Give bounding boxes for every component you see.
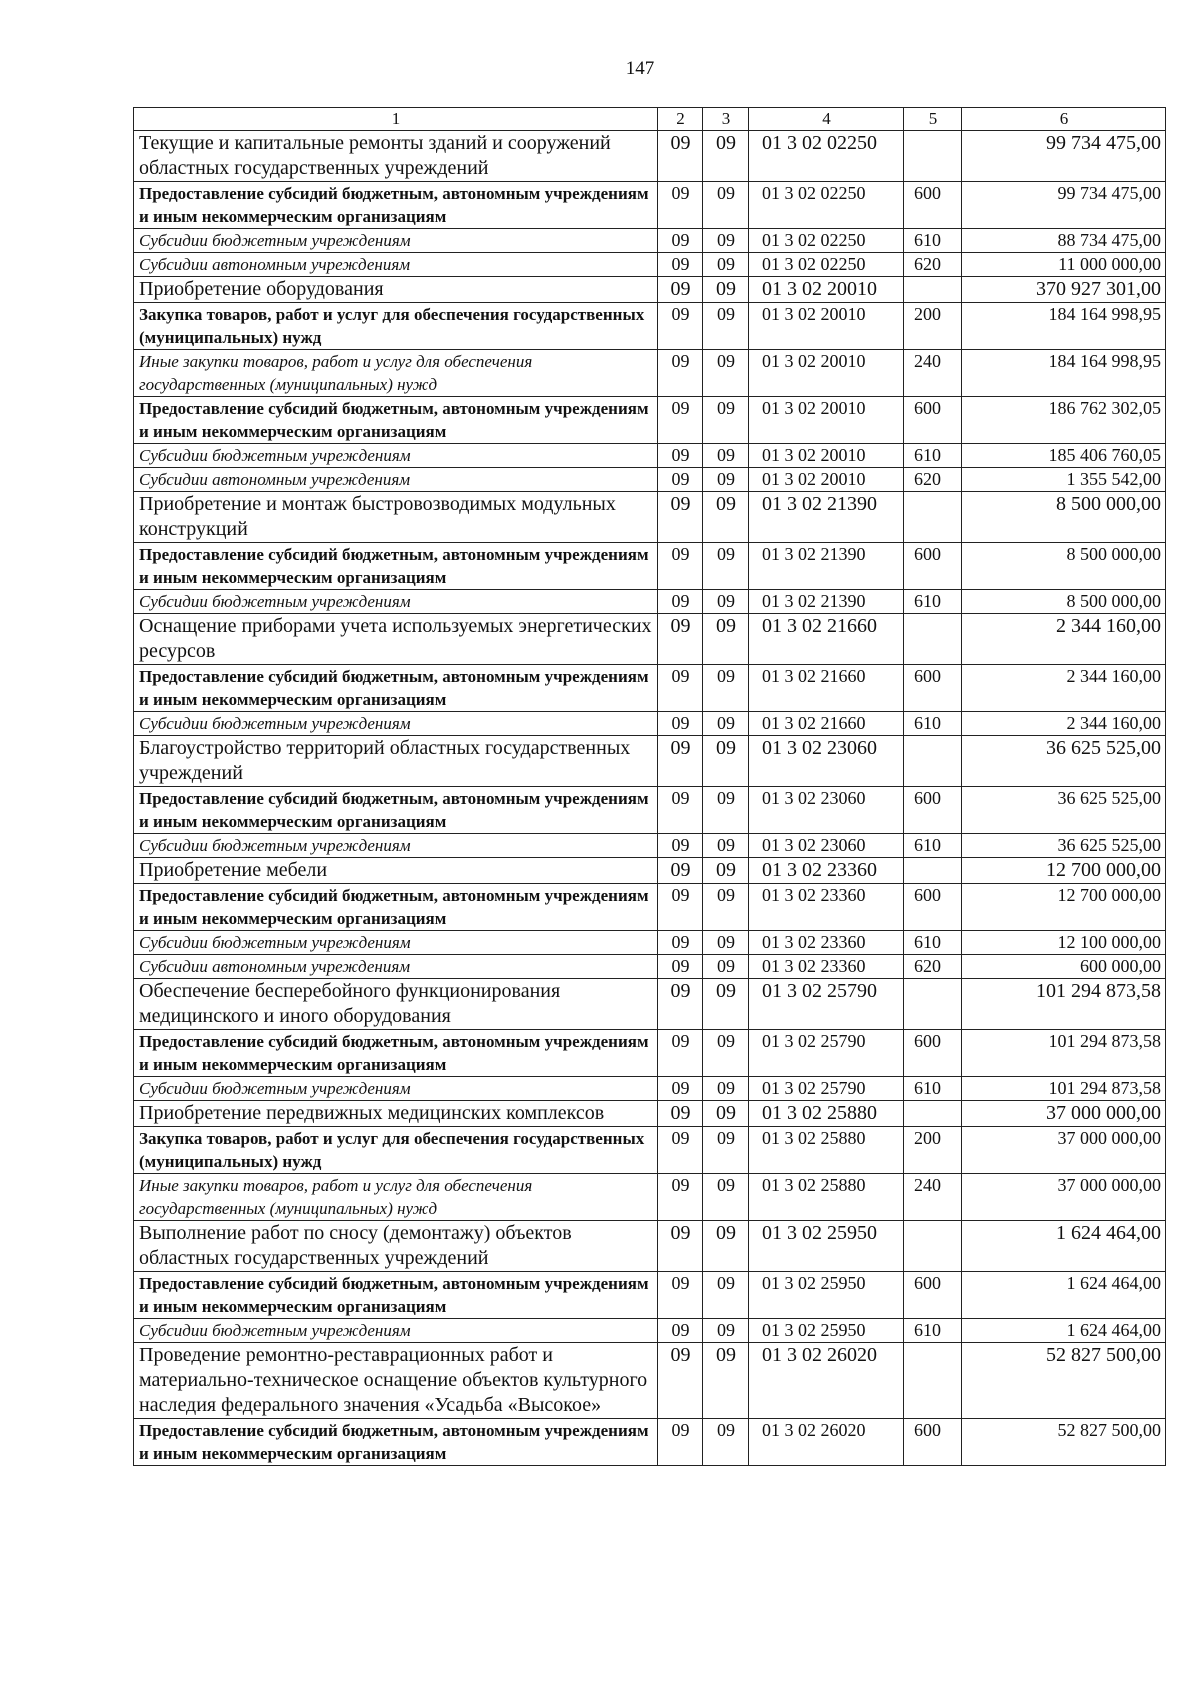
table-row (134, 1030, 1166, 1077)
subsection-code-cell: 09 (703, 979, 749, 1030)
table-header-row (134, 108, 1166, 131)
expense-type-cell: 600 (904, 787, 962, 834)
amount-cell: 101 294 873,58 (962, 979, 1166, 1030)
column-header: 3 (703, 108, 749, 131)
section-code-cell: 09 (658, 277, 703, 303)
page-number: 147 (625, 58, 655, 79)
subsection-code-cell: 09 (703, 955, 749, 979)
subsection-code-cell: 09 (703, 543, 749, 590)
subsection-code-cell: 09 (703, 1127, 749, 1174)
expense-type-cell: 610 (904, 590, 962, 614)
section-code-cell: 09 (658, 253, 703, 277)
table-row (134, 492, 1166, 543)
table-row (134, 979, 1166, 1030)
expense-type-cell: 610 (904, 229, 962, 253)
subsection-code-cell: 09 (703, 931, 749, 955)
row-name-cell: Субсидии бюджетным учреждениям (134, 712, 658, 736)
section-code-cell: 09 (658, 1077, 703, 1101)
amount-cell: 1 624 464,00 (962, 1319, 1166, 1343)
subsection-code-cell: 09 (703, 1319, 749, 1343)
table-row (134, 955, 1166, 979)
table-row (134, 277, 1166, 303)
amount-cell: 11 000 000,00 (962, 253, 1166, 277)
section-code-cell: 09 (658, 397, 703, 444)
section-code-cell: 09 (658, 884, 703, 931)
expense-type-cell: 600 (904, 543, 962, 590)
table-row (134, 1319, 1166, 1343)
target-article-cell: 01 3 02 26020 (749, 1419, 904, 1466)
target-article-cell: 01 3 02 20010 (749, 468, 904, 492)
subsection-code-cell: 09 (703, 253, 749, 277)
amount-cell: 36 625 525,00 (962, 736, 1166, 787)
table-row (134, 229, 1166, 253)
target-article-cell: 01 3 02 21390 (749, 590, 904, 614)
row-name-cell: Субсидии бюджетным учреждениям (134, 444, 658, 468)
target-article-cell: 01 3 02 25790 (749, 1030, 904, 1077)
expense-type-cell (904, 492, 962, 543)
amount-cell: 52 827 500,00 (962, 1419, 1166, 1466)
expense-type-cell: 620 (904, 955, 962, 979)
table-row (134, 1077, 1166, 1101)
section-code-cell: 09 (658, 712, 703, 736)
target-article-cell: 01 3 02 23360 (749, 955, 904, 979)
expense-type-cell: 240 (904, 350, 962, 397)
amount-cell: 2 344 160,00 (962, 665, 1166, 712)
row-name-cell: Субсидии бюджетным учреждениям (134, 229, 658, 253)
table-row (134, 736, 1166, 787)
section-code-cell: 09 (658, 665, 703, 712)
target-article-cell: 01 3 02 23360 (749, 858, 904, 884)
row-name-cell: Приобретение мебели (134, 858, 658, 884)
amount-cell: 36 625 525,00 (962, 787, 1166, 834)
target-article-cell: 01 3 02 20010 (749, 303, 904, 350)
table-row (134, 1174, 1166, 1221)
target-article-cell: 01 3 02 21390 (749, 492, 904, 543)
subsection-code-cell: 09 (703, 1077, 749, 1101)
section-code-cell: 09 (658, 1419, 703, 1466)
subsection-code-cell: 09 (703, 1174, 749, 1221)
row-name-cell: Субсидии автономным учреждениям (134, 253, 658, 277)
row-name-cell: Текущие и капитальные ремонты зданий и сооружений областных государственных учреждений (134, 131, 658, 182)
table-row (134, 1221, 1166, 1272)
target-article-cell: 01 3 02 02250 (749, 253, 904, 277)
target-article-cell: 01 3 02 20010 (749, 397, 904, 444)
subsection-code-cell: 09 (703, 468, 749, 492)
subsection-code-cell: 09 (703, 665, 749, 712)
expense-type-cell: 620 (904, 253, 962, 277)
subsection-code-cell: 09 (703, 614, 749, 665)
row-name-cell: Субсидии бюджетным учреждениям (134, 931, 658, 955)
column-header: 1 (134, 108, 658, 131)
expense-type-cell: 610 (904, 1319, 962, 1343)
expense-type-cell (904, 131, 962, 182)
section-code-cell: 09 (658, 834, 703, 858)
table-row (134, 1419, 1166, 1466)
row-name-cell: Предоставление субсидий бюджетным, автономным учреждениям и иным некоммерческим организациям (134, 884, 658, 931)
expense-type-cell: 600 (904, 397, 962, 444)
expense-type-cell: 200 (904, 1127, 962, 1174)
subsection-code-cell: 09 (703, 858, 749, 884)
amount-cell: 2 344 160,00 (962, 614, 1166, 665)
section-code-cell: 09 (658, 303, 703, 350)
subsection-code-cell: 09 (703, 444, 749, 468)
section-code-cell: 09 (658, 182, 703, 229)
subsection-code-cell: 09 (703, 131, 749, 182)
subsection-code-cell: 09 (703, 736, 749, 787)
target-article-cell: 01 3 02 21660 (749, 665, 904, 712)
table-row (134, 834, 1166, 858)
expense-type-cell: 620 (904, 468, 962, 492)
section-code-cell: 09 (658, 787, 703, 834)
expense-type-cell: 610 (904, 931, 962, 955)
section-code-cell: 09 (658, 1174, 703, 1221)
target-article-cell: 01 3 02 20010 (749, 444, 904, 468)
subsection-code-cell: 09 (703, 277, 749, 303)
target-article-cell: 01 3 02 23060 (749, 787, 904, 834)
section-code-cell: 09 (658, 736, 703, 787)
row-name-cell: Предоставление субсидий бюджетным, автономным учреждениям и иным некоммерческим организациям (134, 665, 658, 712)
row-name-cell: Субсидии бюджетным учреждениям (134, 1319, 658, 1343)
target-article-cell: 01 3 02 25880 (749, 1127, 904, 1174)
table-row (134, 1343, 1166, 1419)
section-code-cell: 09 (658, 1319, 703, 1343)
target-article-cell: 01 3 02 25950 (749, 1221, 904, 1272)
expense-type-cell: 600 (904, 1419, 962, 1466)
subsection-code-cell: 09 (703, 229, 749, 253)
subsection-code-cell: 09 (703, 397, 749, 444)
subsection-code-cell: 09 (703, 1101, 749, 1127)
table-row (134, 858, 1166, 884)
table-row (134, 614, 1166, 665)
row-name-cell: Закупка товаров, работ и услуг для обеспечения государственных (муниципальных) нужд (134, 303, 658, 350)
section-code-cell: 09 (658, 350, 703, 397)
amount-cell: 99 734 475,00 (962, 131, 1166, 182)
row-name-cell: Предоставление субсидий бюджетным, автономным учреждениям и иным некоммерческим организациям (134, 182, 658, 229)
amount-cell: 186 762 302,05 (962, 397, 1166, 444)
section-code-cell: 09 (658, 492, 703, 543)
target-article-cell: 01 3 02 25790 (749, 979, 904, 1030)
section-code-cell: 09 (658, 468, 703, 492)
section-code-cell: 09 (658, 931, 703, 955)
target-article-cell: 01 3 02 25950 (749, 1319, 904, 1343)
section-code-cell: 09 (658, 131, 703, 182)
section-code-cell: 09 (658, 543, 703, 590)
table-row (134, 1272, 1166, 1319)
subsection-code-cell: 09 (703, 1343, 749, 1419)
expense-type-cell: 600 (904, 1272, 962, 1319)
table-row (134, 444, 1166, 468)
row-name-cell: Предоставление субсидий бюджетным, автономным учреждениям и иным некоммерческим организациям (134, 1272, 658, 1319)
section-code-cell: 09 (658, 979, 703, 1030)
subsection-code-cell: 09 (703, 492, 749, 543)
amount-cell: 185 406 760,05 (962, 444, 1166, 468)
target-article-cell: 01 3 02 02250 (749, 131, 904, 182)
section-code-cell: 09 (658, 955, 703, 979)
table-row (134, 884, 1166, 931)
amount-cell: 12 700 000,00 (962, 858, 1166, 884)
row-name-cell: Проведение ремонтно-реставрационных работ и материально-техническое оснащение объектов культурного наследия федерального значения «Усадьба «Высокое» (134, 1343, 658, 1419)
section-code-cell: 09 (658, 444, 703, 468)
amount-cell: 1 624 464,00 (962, 1221, 1166, 1272)
table-row (134, 350, 1166, 397)
amount-cell: 2 344 160,00 (962, 712, 1166, 736)
amount-cell: 12 700 000,00 (962, 884, 1166, 931)
expense-type-cell (904, 979, 962, 1030)
amount-cell: 8 500 000,00 (962, 492, 1166, 543)
amount-cell: 600 000,00 (962, 955, 1166, 979)
column-header: 5 (904, 108, 962, 131)
section-code-cell: 09 (658, 1343, 703, 1419)
target-article-cell: 01 3 02 23360 (749, 931, 904, 955)
target-article-cell: 01 3 02 21660 (749, 712, 904, 736)
expense-type-cell: 600 (904, 884, 962, 931)
expense-type-cell (904, 1221, 962, 1272)
table-row (134, 182, 1166, 229)
subsection-code-cell: 09 (703, 303, 749, 350)
expense-type-cell: 200 (904, 303, 962, 350)
section-code-cell: 09 (658, 1030, 703, 1077)
expense-type-cell: 600 (904, 1030, 962, 1077)
table-row (134, 590, 1166, 614)
row-name-cell: Благоустройство территорий областных государственных учреждений (134, 736, 658, 787)
target-article-cell: 01 3 02 02250 (749, 229, 904, 253)
target-article-cell: 01 3 02 25880 (749, 1174, 904, 1221)
target-article-cell: 01 3 02 25950 (749, 1272, 904, 1319)
amount-cell: 36 625 525,00 (962, 834, 1166, 858)
subsection-code-cell: 09 (703, 1221, 749, 1272)
amount-cell: 52 827 500,00 (962, 1343, 1166, 1419)
amount-cell: 101 294 873,58 (962, 1077, 1166, 1101)
row-name-cell: Обеспечение бесперебойного функционирования медицинского и иного оборудования (134, 979, 658, 1030)
section-code-cell: 09 (658, 1127, 703, 1174)
amount-cell: 88 734 475,00 (962, 229, 1166, 253)
column-header: 2 (658, 108, 703, 131)
row-name-cell: Субсидии автономным учреждениям (134, 468, 658, 492)
row-name-cell: Предоставление субсидий бюджетным, автономным учреждениям и иным некоммерческим организациям (134, 1419, 658, 1466)
amount-cell: 370 927 301,00 (962, 277, 1166, 303)
subsection-code-cell: 09 (703, 590, 749, 614)
expense-type-cell (904, 1101, 962, 1127)
row-name-cell: Предоставление субсидий бюджетным, автономным учреждениям и иным некоммерческим организациям (134, 1030, 658, 1077)
row-name-cell: Приобретение оборудования (134, 277, 658, 303)
amount-cell: 37 000 000,00 (962, 1101, 1166, 1127)
amount-cell: 8 500 000,00 (962, 590, 1166, 614)
row-name-cell: Приобретение и монтаж быстровозводимых модульных конструкций (134, 492, 658, 543)
amount-cell: 99 734 475,00 (962, 182, 1166, 229)
table-row (134, 1127, 1166, 1174)
table-row (134, 543, 1166, 590)
table-row (134, 665, 1166, 712)
amount-cell: 37 000 000,00 (962, 1174, 1166, 1221)
target-article-cell: 01 3 02 23360 (749, 884, 904, 931)
target-article-cell: 01 3 02 26020 (749, 1343, 904, 1419)
subsection-code-cell: 09 (703, 834, 749, 858)
section-code-cell: 09 (658, 590, 703, 614)
amount-cell: 37 000 000,00 (962, 1127, 1166, 1174)
budget-table (133, 107, 1166, 1466)
section-code-cell: 09 (658, 1221, 703, 1272)
row-name-cell: Субсидии автономным учреждениям (134, 955, 658, 979)
expense-type-cell: 610 (904, 1077, 962, 1101)
row-name-cell: Иные закупки товаров, работ и услуг для обеспечения государственных (муниципальных) нужд (134, 1174, 658, 1221)
section-code-cell: 09 (658, 1272, 703, 1319)
table-row (134, 303, 1166, 350)
table-row (134, 131, 1166, 182)
target-article-cell: 01 3 02 20010 (749, 350, 904, 397)
section-code-cell: 09 (658, 858, 703, 884)
row-name-cell: Приобретение передвижных медицинских комплексов (134, 1101, 658, 1127)
table-row (134, 397, 1166, 444)
expense-type-cell: 610 (904, 834, 962, 858)
expense-type-cell: 240 (904, 1174, 962, 1221)
table-row (134, 712, 1166, 736)
row-name-cell: Выполнение работ по сносу (демонтажу) объектов областных государственных учреждений (134, 1221, 658, 1272)
row-name-cell: Предоставление субсидий бюджетным, автономным учреждениям и иным некоммерческим организациям (134, 397, 658, 444)
row-name-cell: Субсидии бюджетным учреждениям (134, 834, 658, 858)
target-article-cell: 01 3 02 23060 (749, 834, 904, 858)
amount-cell: 8 500 000,00 (962, 543, 1166, 590)
expense-type-cell: 610 (904, 444, 962, 468)
amount-cell: 1 624 464,00 (962, 1272, 1166, 1319)
expense-type-cell (904, 858, 962, 884)
subsection-code-cell: 09 (703, 1272, 749, 1319)
row-name-cell: Иные закупки товаров, работ и услуг для обеспечения государственных (муниципальных) нужд (134, 350, 658, 397)
subsection-code-cell: 09 (703, 350, 749, 397)
target-article-cell: 01 3 02 23060 (749, 736, 904, 787)
amount-cell: 12 100 000,00 (962, 931, 1166, 955)
target-article-cell: 01 3 02 25790 (749, 1077, 904, 1101)
row-name-cell: Предоставление субсидий бюджетным, автономным учреждениям и иным некоммерческим организациям (134, 543, 658, 590)
target-article-cell: 01 3 02 25880 (749, 1101, 904, 1127)
amount-cell: 101 294 873,58 (962, 1030, 1166, 1077)
row-name-cell: Закупка товаров, работ и услуг для обеспечения государственных (муниципальных) нужд (134, 1127, 658, 1174)
target-article-cell: 01 3 02 21390 (749, 543, 904, 590)
section-code-cell: 09 (658, 1101, 703, 1127)
row-name-cell: Субсидии бюджетным учреждениям (134, 1077, 658, 1101)
row-name-cell: Предоставление субсидий бюджетным, автономным учреждениям и иным некоммерческим организациям (134, 787, 658, 834)
subsection-code-cell: 09 (703, 787, 749, 834)
row-name-cell: Оснащение приборами учета используемых энергетических ресурсов (134, 614, 658, 665)
subsection-code-cell: 09 (703, 884, 749, 931)
amount-cell: 184 164 998,95 (962, 350, 1166, 397)
expense-type-cell: 600 (904, 665, 962, 712)
table-body (134, 108, 1166, 1466)
table-row (134, 787, 1166, 834)
row-name-cell: Субсидии бюджетным учреждениям (134, 590, 658, 614)
section-code-cell: 09 (658, 229, 703, 253)
subsection-code-cell: 09 (703, 1030, 749, 1077)
target-article-cell: 01 3 02 20010 (749, 277, 904, 303)
table-row (134, 931, 1166, 955)
table-row (134, 1101, 1166, 1127)
subsection-code-cell: 09 (703, 182, 749, 229)
amount-cell: 1 355 542,00 (962, 468, 1166, 492)
expense-type-cell (904, 277, 962, 303)
subsection-code-cell: 09 (703, 1419, 749, 1466)
section-code-cell: 09 (658, 614, 703, 665)
amount-cell: 184 164 998,95 (962, 303, 1166, 350)
target-article-cell: 01 3 02 21660 (749, 614, 904, 665)
expense-type-cell: 600 (904, 182, 962, 229)
expense-type-cell (904, 736, 962, 787)
table-row (134, 253, 1166, 277)
expense-type-cell (904, 614, 962, 665)
column-header: 6 (962, 108, 1166, 131)
table-row (134, 468, 1166, 492)
target-article-cell: 01 3 02 02250 (749, 182, 904, 229)
expense-type-cell (904, 1343, 962, 1419)
subsection-code-cell: 09 (703, 712, 749, 736)
expense-type-cell: 610 (904, 712, 962, 736)
column-header: 4 (749, 108, 904, 131)
